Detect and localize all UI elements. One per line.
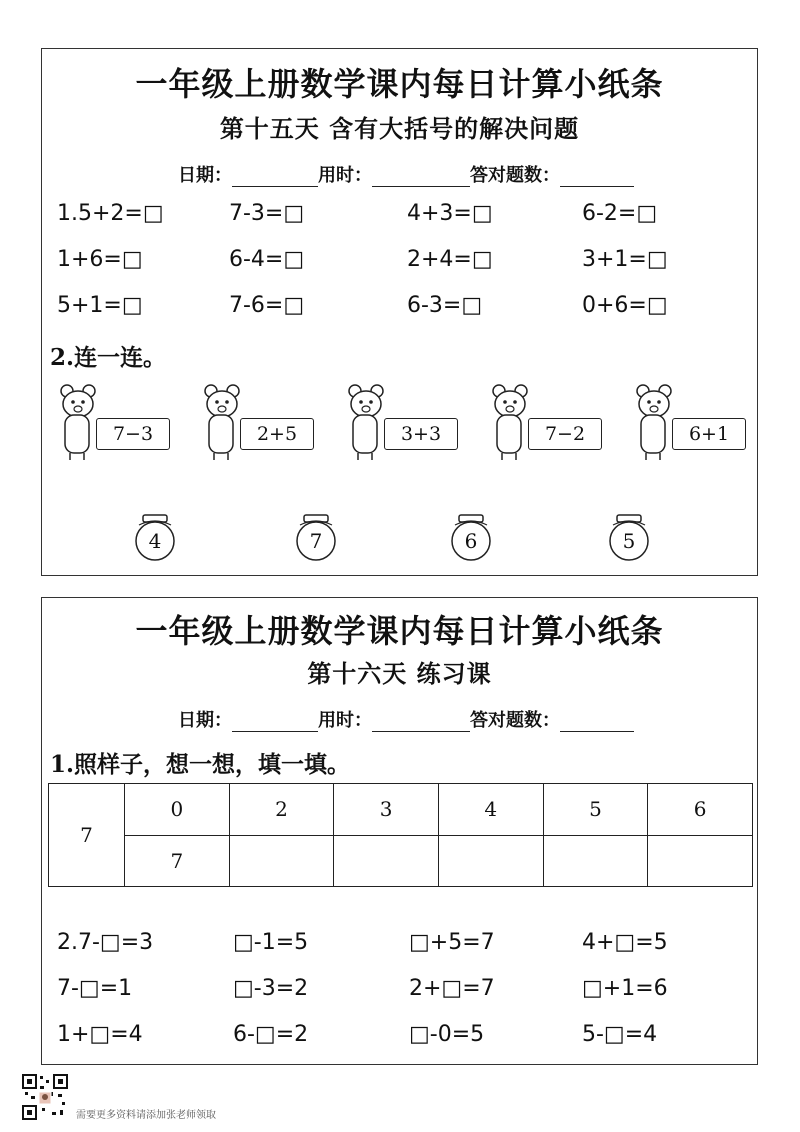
problem[interactable]: 3+1=□: [582, 247, 668, 272]
table-whole-number: 7: [49, 784, 125, 887]
bear-card[interactable]: [488, 382, 618, 462]
expression-tag: 3+3: [384, 418, 458, 450]
decomposition-table: [48, 783, 753, 887]
worksheet-subtitle: 第十五天 含有大括号的解决问题: [219, 114, 580, 143]
worksheet-day15: [41, 48, 758, 576]
problem[interactable]: 1+□=4: [57, 1022, 143, 1047]
bear-card[interactable]: [344, 382, 474, 462]
problem[interactable]: 5-□=4: [582, 1022, 658, 1047]
correct-count-label: 答对题数：: [470, 710, 560, 731]
problem[interactable]: 4+□=5: [582, 930, 668, 955]
jar-number: 7: [309, 529, 323, 553]
table-cell: 7: [125, 835, 230, 887]
section-1-heading: 1.照样子，想一想，填一填。: [50, 751, 351, 778]
problem[interactable]: 2+□=7: [409, 976, 495, 1001]
jar-number: 6: [464, 529, 478, 553]
honey-jar[interactable]: [605, 513, 653, 561]
bear-card[interactable]: [56, 382, 186, 462]
worksheet-day16: [41, 597, 758, 1065]
table-cell: 3: [334, 784, 439, 836]
problem[interactable]: 1+6=□: [57, 247, 143, 272]
honey-jar[interactable]: [447, 513, 495, 561]
answer-cell[interactable]: [229, 835, 334, 887]
expression-tag: 6+1: [672, 418, 746, 450]
time-blank[interactable]: [372, 168, 470, 187]
problem[interactable]: 2+4=□: [407, 247, 493, 272]
problem[interactable]: 6-4=□: [229, 247, 305, 272]
problem[interactable]: 4+3=□: [407, 201, 493, 226]
date-label: 日期：: [178, 710, 232, 731]
time-label: 用时：: [318, 165, 372, 186]
worksheet-title: 一年级上册数学课内每日计算小纸条: [135, 612, 664, 650]
problem[interactable]: □+5=7: [409, 930, 495, 955]
answer-cell[interactable]: [438, 835, 543, 887]
date-blank[interactable]: [232, 168, 318, 187]
problem[interactable]: 6-3=□: [407, 293, 483, 318]
table-cell: 6: [648, 784, 753, 836]
time-label: 用时：: [318, 710, 372, 731]
bear-card[interactable]: [632, 382, 762, 462]
table-cell: 5: [543, 784, 648, 836]
worksheet-subtitle: 第十六天 练习课: [307, 659, 492, 688]
problem[interactable]: 2.7-□=3: [57, 930, 154, 955]
problem[interactable]: 1.5+2=□: [57, 201, 164, 226]
honey-jar[interactable]: [131, 513, 179, 561]
worksheet-title: 一年级上册数学课内每日计算小纸条: [135, 65, 664, 103]
answer-cell[interactable]: [648, 835, 753, 887]
problem[interactable]: 5+1=□: [57, 293, 143, 318]
problem[interactable]: □-3=2: [233, 976, 309, 1001]
qr-code-icon[interactable]: [22, 1074, 68, 1120]
problem[interactable]: 7-□=1: [57, 976, 133, 1001]
answer-cell[interactable]: [543, 835, 648, 887]
problem[interactable]: 0+6=□: [582, 293, 668, 318]
meta-line: [178, 706, 634, 732]
problem[interactable]: 7-3=□: [229, 201, 305, 226]
problem[interactable]: 6-□=2: [233, 1022, 309, 1047]
expression-tag: 2+5: [240, 418, 314, 450]
table-cell: 4: [438, 784, 543, 836]
correct-count-blank[interactable]: [560, 168, 634, 187]
jar-number: 4: [148, 529, 162, 553]
table-cell: 0: [125, 784, 230, 836]
problem[interactable]: 7-6=□: [229, 293, 305, 318]
correct-count-label: 答对题数：: [470, 165, 560, 186]
problem[interactable]: □-1=5: [233, 930, 309, 955]
time-blank[interactable]: [372, 713, 470, 732]
date-label: 日期：: [178, 165, 232, 186]
date-blank[interactable]: [232, 713, 318, 732]
problem[interactable]: □-0=5: [409, 1022, 485, 1047]
correct-count-blank[interactable]: [560, 713, 634, 732]
table-cell: 2: [229, 784, 334, 836]
answer-cell[interactable]: [334, 835, 439, 887]
footer-note: 需要更多资料请添加张老师领取: [76, 1110, 216, 1121]
expression-tag: 7−3: [96, 418, 170, 450]
jar-number: 5: [622, 529, 636, 553]
section-2-heading: 2.连一连。: [50, 344, 167, 371]
bear-card[interactable]: [200, 382, 330, 462]
expression-tag: 7−2: [528, 418, 602, 450]
meta-line: [178, 161, 634, 187]
problem[interactable]: 6-2=□: [582, 201, 658, 226]
problem[interactable]: □+1=6: [582, 976, 668, 1001]
honey-jar[interactable]: [292, 513, 340, 561]
